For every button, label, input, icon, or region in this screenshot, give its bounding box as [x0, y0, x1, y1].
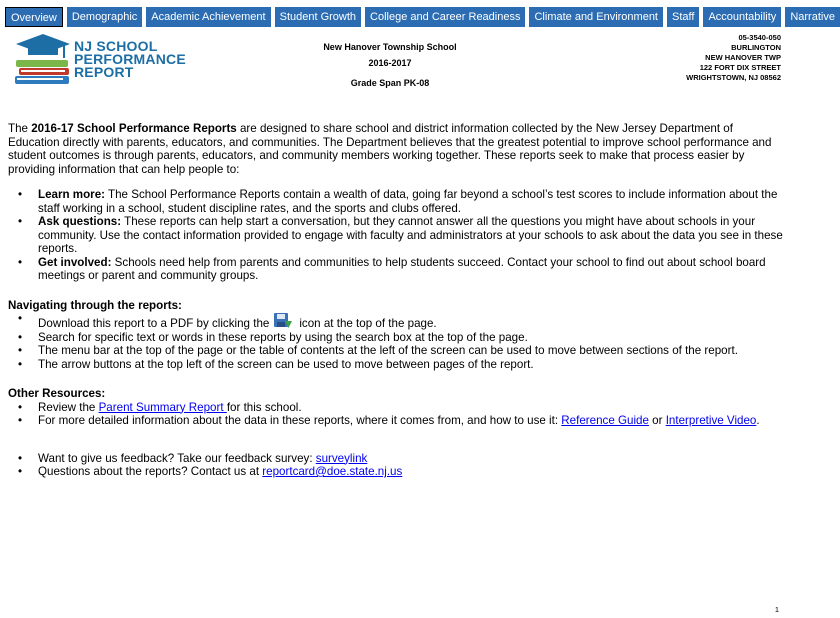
feedback-survey-link[interactable]: surveylink	[315, 451, 368, 465]
parent-summary-report-link[interactable]: Parent Summary Report	[98, 400, 227, 414]
county: BURLINGTON	[731, 43, 781, 52]
nav-tabs	[5, 7, 840, 27]
contact-email-link[interactable]: reportcard@doe.state.nj.us	[262, 465, 403, 478]
feedback-section	[8, 452, 783, 479]
school-year: 2016-2017	[368, 58, 412, 68]
city: WRIGHTSTOWN, NJ 08562	[686, 73, 781, 82]
other-resources-section	[8, 387, 783, 428]
tab-climate-environment[interactable]: Climate and Environment	[529, 7, 663, 27]
list-item: • For more detailed information about the data in these reports, where it comes from, and how to use it: Reference Guide or Interpretive Video.	[38, 414, 783, 428]
list-item: • Download this report to a PDF by clicking the icon at the top of the page.	[38, 312, 783, 331]
reference-guide-link[interactable]: Reference Guide	[561, 414, 649, 427]
logo-line-3: REPORT	[74, 64, 134, 80]
navigation-section	[8, 299, 783, 372]
school-name: New Hanover Township School	[323, 42, 457, 52]
tab-demographic[interactable]: Demographic	[67, 7, 142, 27]
save-pdf-icon[interactable]	[273, 312, 293, 330]
list-item: • Want to give us feedback? Take our feedback survey: surveylink	[38, 452, 783, 466]
list-item: • Questions about the reports? Contact us at reportcard@doe.state.nj.us	[38, 465, 783, 479]
tab-college-career-readiness[interactable]: College and Career Readiness	[365, 7, 525, 27]
street: 122 FORT DIX STREET	[699, 63, 781, 72]
list-item: • The menu bar at the top of the page or the table of contents at the left of the screen can be used to move between sections of the report.	[38, 344, 783, 358]
list-item: • Ask questions: These reports can help start a conversation, but they cannot answer all the questions you might have about schools in your community. Use the contact information provided to engage with faculty and administrators at your schools to ask about the data you see in these reports.	[38, 215, 783, 256]
tab-narrative[interactable]: Narrative	[785, 7, 840, 27]
other-resources-heading: Other Resources:	[8, 387, 106, 400]
mortarboard-books-icon	[14, 32, 72, 88]
tab-staff[interactable]: Staff	[667, 7, 699, 27]
list-item: • The arrow buttons at the top left of the screen can be used to move between pages of the report.	[38, 358, 783, 372]
main-content	[8, 122, 783, 479]
school-code: 05-3540-050	[738, 33, 781, 42]
grade-span: Grade Span PK-08	[350, 78, 430, 88]
district: NEW HANOVER TWP	[705, 53, 781, 62]
tab-student-growth[interactable]: Student Growth	[275, 7, 361, 27]
tab-academic-achievement[interactable]: Academic Achievement	[146, 7, 270, 27]
other-resources-list	[8, 401, 783, 428]
tab-overview[interactable]: Overview	[5, 7, 63, 27]
list-item: • Search for specific text or words in these reports by using the search box at the top of the page.	[38, 331, 783, 345]
interpretive-video-link[interactable]: Interpretive Video	[665, 414, 757, 427]
intro-paragraph: The 2016-17 School Performance Reports are designed to share school and district information collected by the New Jersey Department of Education directly with parents, educators, and communities. The Department believes that the greatest potential to improve school performance and student outcomes is through parents, educators, and community members working together. These reports seek to make that process easier by providing information that can help people to:	[8, 122, 772, 176]
school-address	[686, 33, 781, 83]
nj-school-performance-report-logo	[14, 32, 184, 88]
logo-line-1: NJ SCHOOL	[74, 38, 158, 54]
purpose-list	[8, 188, 783, 283]
list-item: • Review the Parent Summary Report for this school.	[38, 401, 783, 415]
logo-line-2: PERFORMANCE	[74, 51, 186, 67]
navigation-heading: Navigating through the reports:	[8, 298, 182, 312]
page-number: 1	[774, 605, 779, 614]
logo-wordmark	[74, 40, 186, 79]
report-header	[290, 42, 490, 94]
navigation-list	[8, 312, 783, 371]
feedback-list	[8, 452, 783, 479]
tab-accountability[interactable]: Accountability	[703, 7, 781, 27]
list-item: • Learn more: The School Performance Reports contain a wealth of data, going far beyond a school’s test scores to include information about the staff working in a school, student discipline rates, and the sports and clubs offered.	[38, 188, 783, 215]
list-item: • Get involved: Schools need help from parents and communities to help students succeed. Contact your school to find out about school board meetings or parent and community groups.	[38, 256, 783, 283]
